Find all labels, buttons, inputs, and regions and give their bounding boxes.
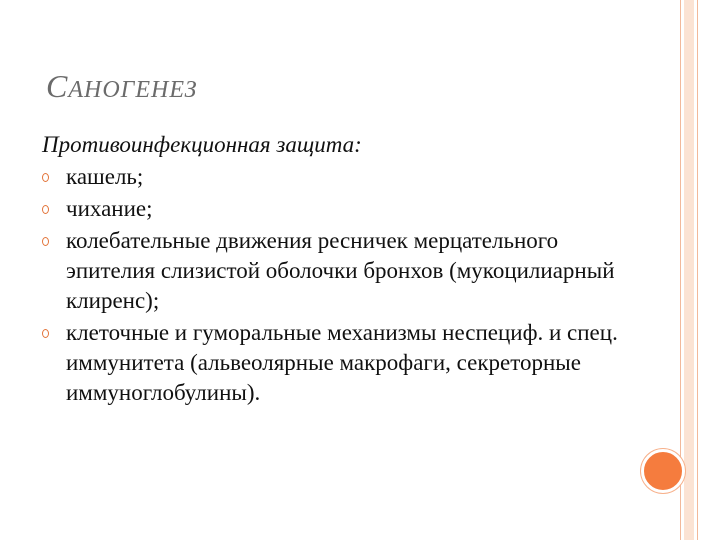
list-item-text: кашель; bbox=[66, 164, 144, 189]
list-item-text: клеточные и гуморальные механизмы неспециф. и спец. иммунитета (альвеолярные макрофаги, секреторные иммуноглобулины). bbox=[66, 320, 618, 405]
bullet-list bbox=[42, 162, 642, 408]
circle-bullet-icon bbox=[42, 237, 49, 246]
list-item bbox=[42, 194, 642, 224]
list-item bbox=[42, 318, 642, 408]
circle-bullet-icon bbox=[42, 173, 49, 182]
decorative-band bbox=[684, 0, 694, 540]
slide-content bbox=[42, 130, 642, 410]
circle-bullet-icon bbox=[42, 329, 49, 338]
slide-subtitle: Противоинфекционная защита: bbox=[42, 132, 362, 157]
decorative-circle-icon bbox=[641, 449, 685, 493]
circle-bullet-icon bbox=[42, 205, 49, 214]
list-item bbox=[42, 226, 642, 316]
list-item bbox=[42, 162, 642, 192]
list-item-text: колебательные движения ресничек мерцательного эпителия слизистой оболочки бронхов (мукоцилиарный клиренс); bbox=[66, 228, 615, 313]
slide-title bbox=[46, 66, 198, 110]
list-item-text: чихание; bbox=[66, 196, 153, 221]
title-rest: АНОГЕНЕЗ bbox=[68, 77, 198, 103]
title-initial: С bbox=[46, 68, 69, 104]
decorative-line-right bbox=[697, 0, 698, 540]
